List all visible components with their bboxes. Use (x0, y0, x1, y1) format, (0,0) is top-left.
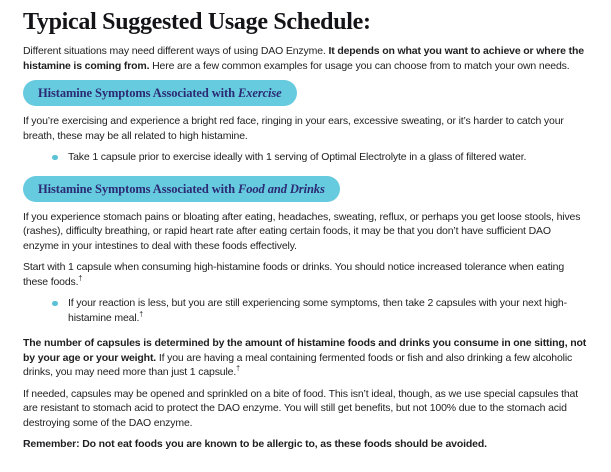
exercise-bullet-list (23, 150, 588, 165)
bullet-dot-icon (52, 155, 58, 161)
intro-text-end: Here are a few common examples for usage you can choose from to match your own needs. (149, 59, 570, 72)
list-item (52, 296, 588, 325)
dagger-footnote-mark: † (78, 275, 83, 282)
list-item (52, 150, 588, 165)
exercise-badge-text: Histamine Symptoms Associated with (38, 86, 238, 100)
bullet-dot-icon (52, 301, 58, 307)
page-title: Typical Suggested Usage Schedule: (23, 9, 371, 35)
bullet-text: If your reaction is less, but you are still experiencing some symptoms, then take 2 capsules with your next high-histamine meal. (68, 297, 567, 324)
capsule-count-text: If you are having a meal containing fermented foods or fish and also drinking a few alcoholic drinks, you may need more than just 1 capsule. (23, 351, 573, 378)
exercise-description: If you’re exercising and experience a bright red face, ringing in your ears, excessive sweating, or it’s harder to catch your breath, these may be all related to high histamine. (23, 115, 564, 142)
food-dosage-text: Start with 1 capsule when consuming high-histamine foods or drinks. You should notice increased tolerance when eating these foods. (23, 261, 565, 288)
food-badge-emphasis: Food and Drinks (237, 181, 325, 196)
sprinkle-paragraph: If needed, capsules may be opened and sprinkled on a bite of food. This isn’t ideal, though, as we use special capsules that are resistant to stomach acid to protect the DAO enzyme. You will still get benefits, but not 100% due to the stomach acid destroying some of the DAO enzyme. (23, 387, 578, 429)
section-header-exercise (23, 80, 588, 106)
exercise-badge (23, 80, 297, 106)
capsule-count-bold: The number of capsules is determined by the amount of histamine foods and drinks you consume in one sitting, not by your age or your weight. (23, 337, 587, 364)
intro-text-bold: It depends on what you want to achieve or where the histamine is coming from. (23, 45, 584, 72)
dagger-footnote-mark: † (139, 311, 144, 318)
reminder-paragraph: Remember: Do not eat foods you are known to be allergic to, as these foods should be avoided. (23, 438, 487, 450)
bullet-text: Take 1 capsule prior to exercise ideally with 1 serving of Optimal Electrolyte in a glass of filtered water. (68, 151, 527, 163)
intro-paragraph (23, 44, 588, 73)
intro-text-start: Different situations may need different ways of using DAO Enzyme. (23, 45, 329, 57)
food-dosage-paragraph (23, 260, 588, 289)
food-badge-text: Histamine Symptoms Associated with (38, 181, 238, 196)
capsule-count-paragraph (23, 336, 588, 380)
food-bullet-list (23, 296, 588, 325)
food-description: If you experience stomach pains or bloating after eating, headaches, sweating, reflux, or perhaps you get loose stools, hives (rashes), difficulty breathing, or rapid heart rate after eating certain foods, it may be that you don’t have sufficient DAO enzyme in your intestines to deal with these foods effectively. (23, 210, 581, 252)
section-header-food (23, 176, 588, 202)
food-badge (23, 176, 340, 202)
exercise-badge-emphasis: Exercise (237, 86, 282, 100)
dagger-footnote-mark: † (236, 365, 240, 373)
